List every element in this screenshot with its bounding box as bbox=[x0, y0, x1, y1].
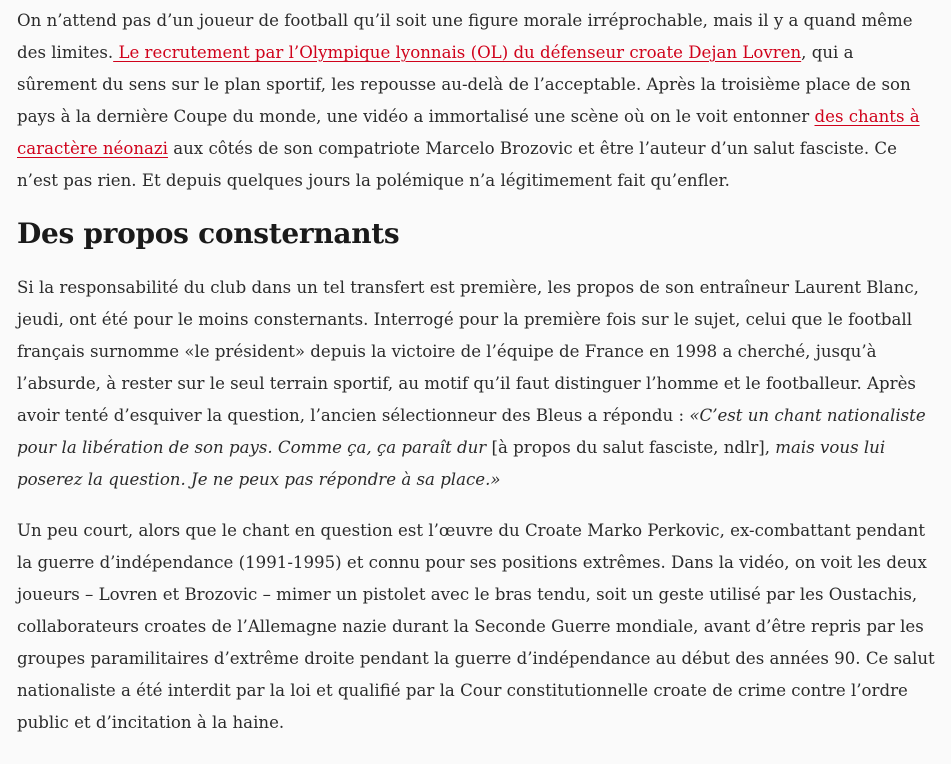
paragraph-intro bbox=[17, 5, 937, 197]
article-body bbox=[17, 5, 937, 758]
text: , qui a sûrement du sens sur le plan sportif, les repousse au-delà de l’acceptable. Après la troisième place de son pays à la dernière Coupe du monde, une vidéo a immortalisé une scène où on le voit entonner bbox=[17, 43, 911, 126]
quote: mais vous lui poserez la question. Je ne peux pas répondre à sa place.» bbox=[17, 438, 886, 489]
paragraph-context: Un peu court, alors que le chant en question est l’œuvre du Croate Marko Perkovic, ex-combattant pendant la guerre d’indépendance (1991-1995) et connu pour ses positions extrêmes. Dans la vidéo, on voit les deux joueurs – Lovren et Brozovic – mimer un pistolet avec le bras tendu, soit un geste utilisé par les Oustachis, collaborateurs croates de l’Allemagne nazie durant la Seconde Guerre mondiale, avant d’être repris par les groupes paramilitaires d’extrême droite pendant la guerre d’indépendance au début des années 90. Ce salut nationaliste a été interdit par la loi et qualifié par la Cour constitutionnelle croate de crime contre l’ordre public et d’incitation à la haine. bbox=[17, 521, 935, 732]
text: aux côtés de son compatriote Marcelo Brozovic et être l’auteur d’un salut fasciste. Ce n’est pas rien. Et depuis quelques jours la polémique n’a légitimement fait qu’enfler. bbox=[17, 139, 897, 190]
text: Si la responsabilité du club dans un tel transfert est première, les propos de son entraîneur Laurent Blanc, jeudi, ont été pour le moins consternants. Interrogé pour la première fois sur le sujet, celui que le football français surnomme «le président» depuis la victoire de l’équipe de France en 1998 a cherché, jusqu’à l’absurde, à rester sur le seul terrain sportif, au motif qu’il faut distinguer l’homme et le footballeur. Après avoir tenté d’esquiver la question, l’ancien sélectionneur des Bleus a répondu : bbox=[17, 278, 919, 425]
link-neonazi-chants[interactable]: des chants à caractère néonazi bbox=[17, 107, 920, 158]
link-lovren-recruitment[interactable]: Le recrutement par l’Olympique lyonnais (OL) du défenseur croate Dejan Lovren bbox=[113, 43, 802, 62]
text: [à propos du salut fasciste, ndlr], bbox=[486, 438, 776, 457]
section-heading: Des propos consternants bbox=[17, 217, 400, 250]
paragraph-blanc-quote bbox=[17, 272, 937, 496]
text: On n’attend pas d’un joueur de football qu’il soit une figure morale irréprochable, mais il y a quand même des limites. bbox=[17, 11, 913, 62]
quote: «C’est un chant nationaliste pour la libération de son pays. Comme ça, ça paraît dur bbox=[17, 406, 926, 457]
